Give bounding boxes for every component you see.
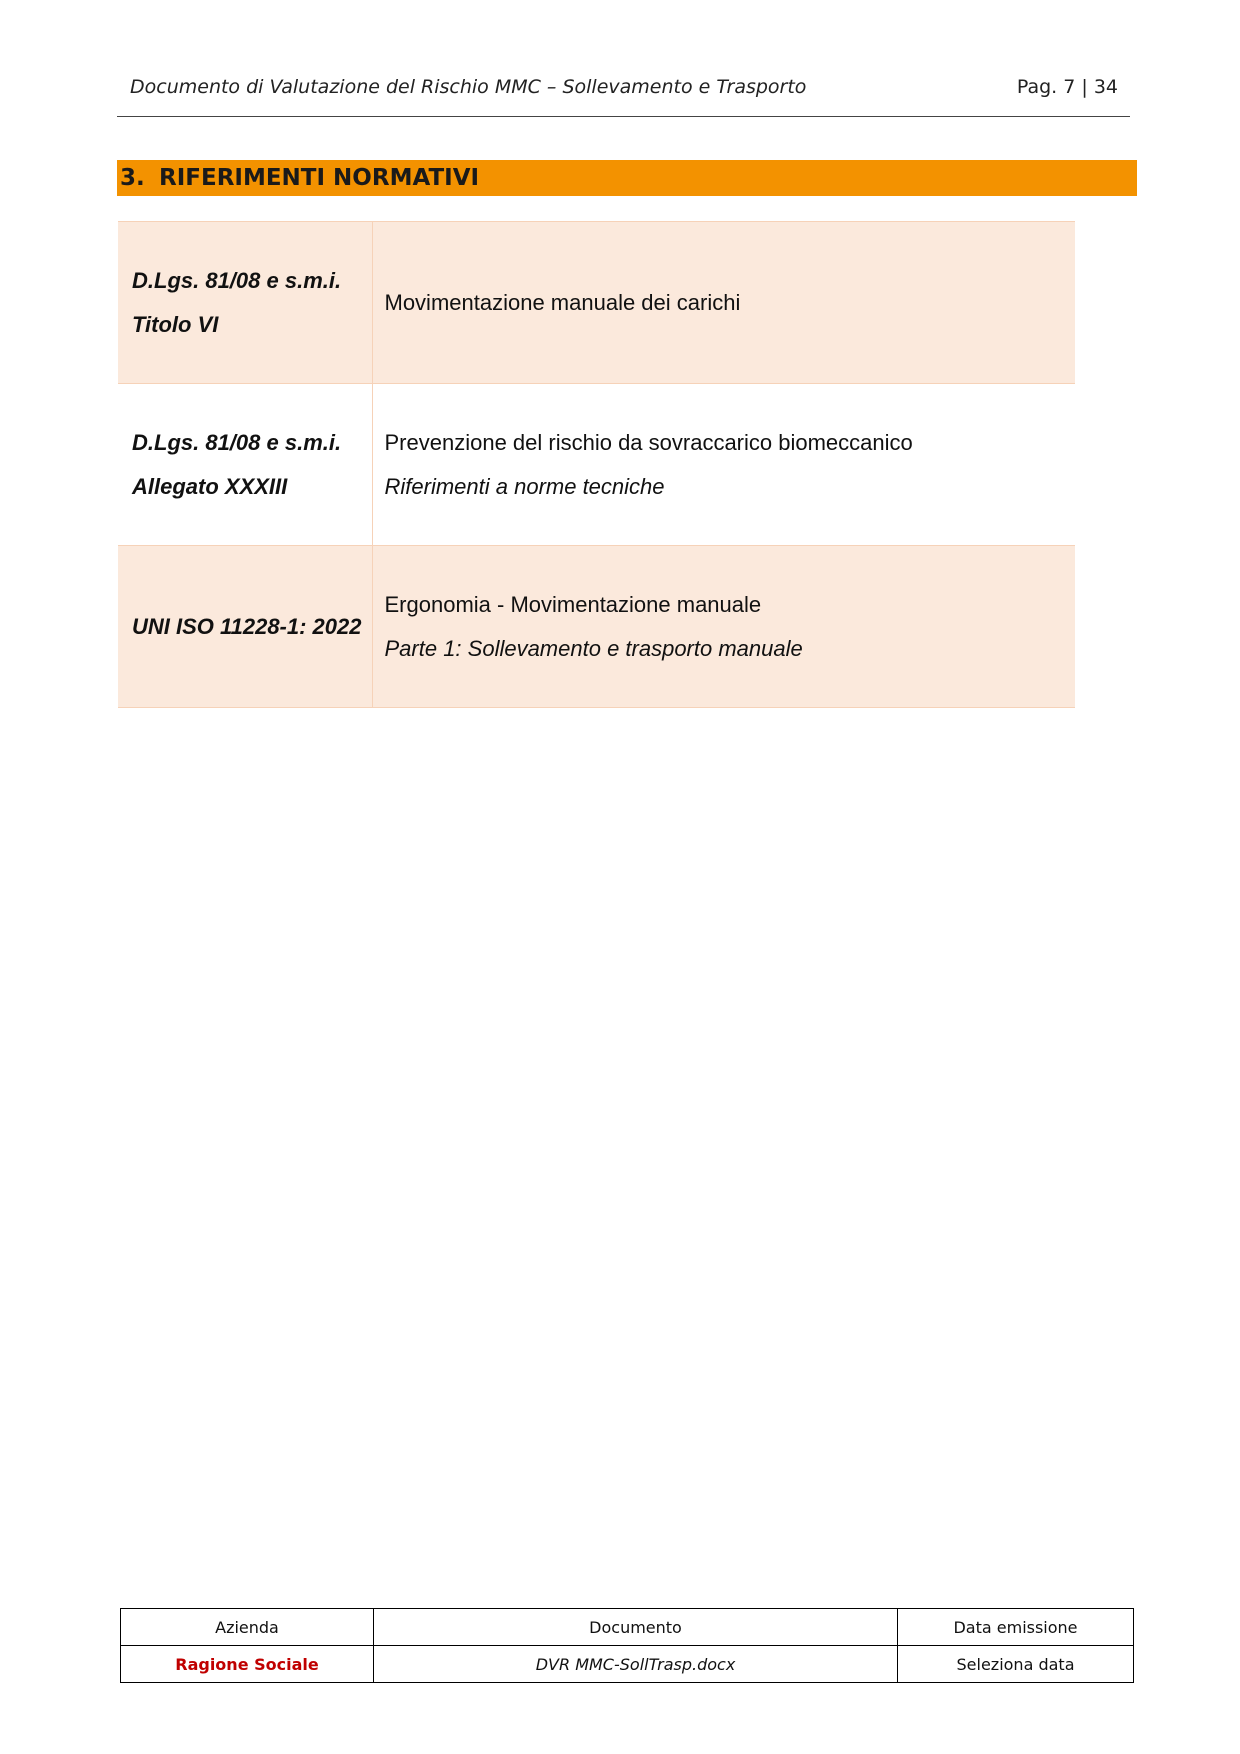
page-footer-table: [120, 1608, 1134, 1683]
description-main: Prevenzione del rischio da sovraccarico biomeccanico: [384, 429, 913, 455]
section-title: RIFERIMENTI NORMATIVI: [159, 165, 480, 191]
footer-document-value: DVR MMC-SollTrasp.docx: [374, 1646, 898, 1683]
page-header: [117, 66, 1130, 117]
references-table: [118, 221, 1075, 708]
footer-value-row: [121, 1646, 1134, 1683]
description-sub: Riferimenti a norme tecniche: [384, 473, 665, 499]
description-cell: [372, 384, 1075, 546]
law-reference: UNI ISO 11228-1: 2022: [132, 613, 362, 639]
footer-header-row: [121, 1609, 1134, 1646]
footer-company-value[interactable]: Ragione Sociale: [121, 1646, 374, 1683]
law-cell: [118, 222, 372, 384]
law-reference: D.Lgs. 81/08 e s.m.i.: [132, 267, 342, 293]
footer-document-header: Documento: [374, 1609, 898, 1646]
document-title: Documento di Valutazione del Rischio MMC – Sollevamento e Trasporto: [130, 76, 807, 98]
law-cell: [118, 384, 372, 546]
law-cell: [118, 546, 372, 708]
footer-company-header: Azienda: [121, 1609, 374, 1646]
page-number: Pag. 7 | 34: [1016, 76, 1118, 98]
table-row: [118, 384, 1075, 546]
table-row: [118, 546, 1075, 708]
description-main: Movimentazione manuale dei carichi: [384, 289, 741, 315]
footer-date-header: Data emissione: [898, 1609, 1134, 1646]
description-cell: [372, 546, 1075, 708]
section-number: 3.: [120, 165, 145, 191]
description-main: Ergonomia - Movimentazione manuale: [384, 591, 762, 617]
description-sub: Parte 1: Sollevamento e trasporto manuale: [384, 635, 803, 661]
law-section: Allegato XXXIII: [132, 473, 288, 499]
table-row: [118, 222, 1075, 384]
law-section: Titolo VI: [132, 311, 219, 337]
section-heading: [117, 160, 1137, 196]
footer-date-picker[interactable]: Seleziona data: [898, 1646, 1134, 1683]
law-reference: D.Lgs. 81/08 e s.m.i.: [132, 429, 342, 455]
description-cell: [372, 222, 1075, 384]
